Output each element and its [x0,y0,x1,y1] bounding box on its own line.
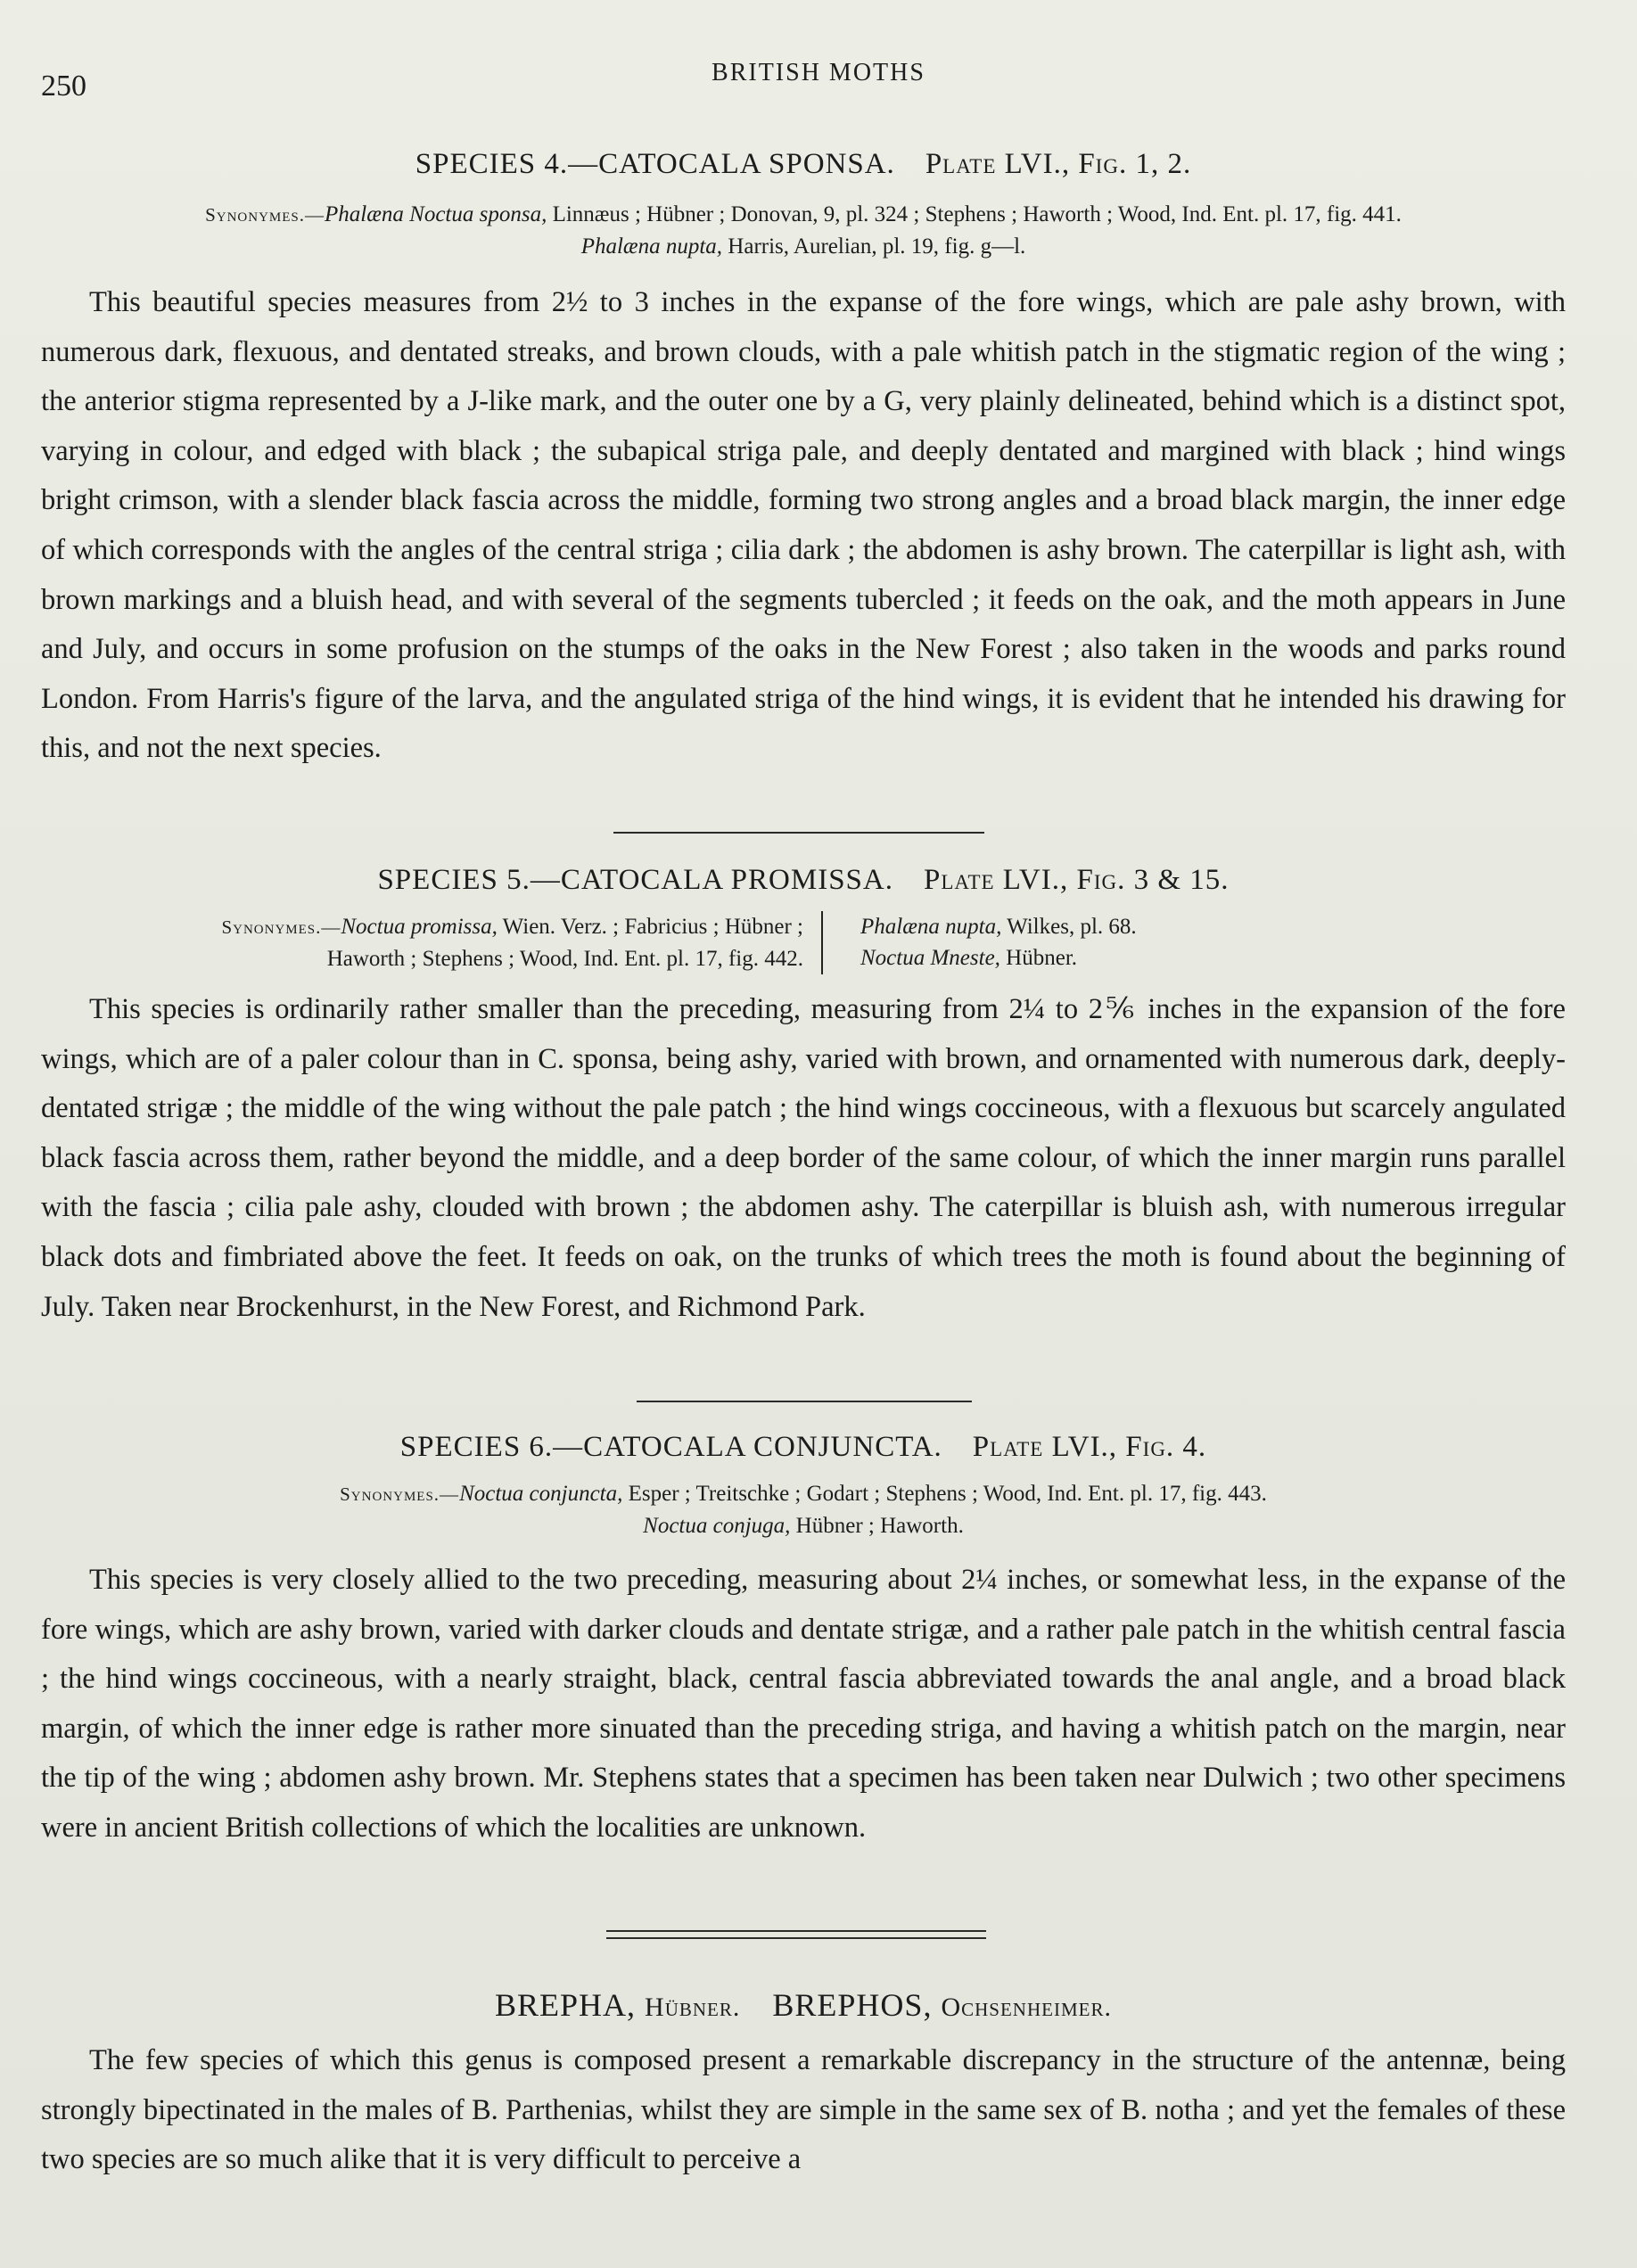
species-6-synonyms-line-1: Synonymes.—Noctua conjuncta, Esper ; Treitschke ; Godart ; Stephens ; Wood, Ind. Ent. pl. 17, fig. 443. [340,1482,1267,1506]
genus-title: BREPHA, Hübner. BREPHOS, Ochsenheimer. [495,1987,1112,2023]
species-4-plate: Plate LVI., Fig. 1, 2. [925,148,1192,180]
species-4-section [41,150,1566,774]
species-6-synonyms [41,1478,1566,1541]
species-6-description: This species is very closely allied to the two preceding, measuring about 2¼ inches, or somewhat less, in the expanse of the fore wings, which are ashy brown, varied with darker clouds and dentate strigæ, and a rather pale patch in the whitish central fascia ; the hind wings coccineous, with a nearly straight, black, central fascia abbreviated towards the anal angle, and a broad black margin, of which the inner edge is rather more sinuated than the preceding striga, and having a whitish patch on the margin, near the tip of the wing ; abdomen ashy brown. Mr. Stephens states that a specimen has been taken near Dulwich ; two other specimens were in ancient British collections of which the localities are unknown. [41,1564,1566,1844]
species-6-section [41,1433,1566,1853]
species-4-description: This beautiful species measures from 2½ to 3 inches in the expanse of the fore wings, which are pale ashy brown, with numerous dark, flexuous, and dentated streaks, and brown clouds, with a pale whitish patch in the stigmatic region of the wing ; the anterior stigma represented by a J-like mark, and the outer one by a G, very plainly delineated, behind which is a distinct spot, varying in colour, and edged with black ; the subapical striga pale, and deeply dentated and margined with black ; hind wings bright crimson, with a slender black fascia across the middle, forming two strong angles and a broad black margin, the inner edge of which corresponds with the angles of the central striga ; cilia dark ; the abdomen is ashy brown. The caterpillar is light ash, with brown markings and a bluish head, and with several of the segments tubercled ; it feeds on the oak, and the moth appears in June and July, and occurs in some profusion on the stumps of the oaks in the New Forest ; also taken in the woods and parks round London. From Harris's figure of the larva, and the angulated striga of the hind wings, it is evident that he intended his drawing for this, and not the next species. [41,286,1566,765]
genus-divider-bottom [606,1937,986,1939]
species-6-title: SPECIES 6.—CATOCALA CONJUNCTA. Plate LVI., Fig. 4. [399,1431,1207,1463]
species-4-title: SPECIES 4.—CATOCALA SPONSA. Plate LVI., Fig. 1, 2. [415,148,1192,180]
species-5-title: SPECIES 5.—CATOCALA PROMISSA. Plate LVI., Fig. 3 & 15. [377,864,1230,896]
species-5-description: This species is ordinarily rather smaller than the preceding, measuring from 2¼ to 2⅚ inches in the expansion of the fore wings, which are of a paler colour than in C. sponsa, being ashy, varied with brown, and ornamented with numerous dark, deeply-dentated strigæ ; the middle of the wing without the pale patch ; the hind wings coccineous, with a flexuous but scarcely angulated black fascia across them, rather beyond the middle, and a deep border of the same colour, of which the inner margin runs parallel with the fascia ; cilia pale ashy, clouded with brown ; the abdomen ashy. The caterpillar is bluish ash, with numerous irregular black dots and fimbriated above the feet. It feeds on oak, on the trunks of which trees the moth is found about the beginning of July. Taken near Brockenhurst, in the New Forest, and Richmond Park. [41,993,1566,1323]
species-5-synonyms-right: Phalæna nupta, Wilkes, pl. 68. Noctua Mneste, Hübner. [860,915,1137,970]
species-6-synonyms-line-2: Noctua conjuga, Hübner ; Haworth. [643,1514,964,1538]
page-number: 250 [41,70,86,103]
species-4-synonyms-line-1: Synonymes.—Phalæna Noctua sponsa, Linnæus ; Hübner ; Donovan, 9, pl. 324 ; Stephens ; Haworth ; Wood, Ind. Ent. pl. 17, fig. 441. [205,202,1402,226]
section-divider-2 [637,1401,972,1402]
species-4-synonyms-line-2: Phalæna nupta, Harris, Aurelian, pl. 19, fig. g—l. [580,234,1026,259]
genus-section [41,1986,1566,2185]
running-title: BRITISH MOTHS [712,59,925,86]
species-5-synonyms [41,911,1566,974]
genus-description: The few species of which this genus is composed present a remarkable discrepancy in the structure of the antennæ, being strongly bipectinated in the males of B. Parthenias, whilst they are simple in the same sex of B. notha ; and yet the females of these two species are so much alike that it is very difficult to perceive a [41,2044,1566,2176]
species-5-plate: Plate LVI., Fig. 3 & 15. [923,864,1230,896]
section-divider-1 [613,832,984,834]
species-5-synonyms-left: Synonymes.—Noctua promissa, Wien. Verz. ; Fabricius ; Hübner ; Haworth ; Stephens ; Wood, Ind. Ent. pl. 17, fig. 442. [41,911,823,974]
species-6-plate: Plate LVI., Fig. 4. [972,1431,1207,1463]
species-5-section [41,866,1566,1332]
genus-divider-top [606,1930,986,1932]
species-4-synonyms [41,199,1566,262]
